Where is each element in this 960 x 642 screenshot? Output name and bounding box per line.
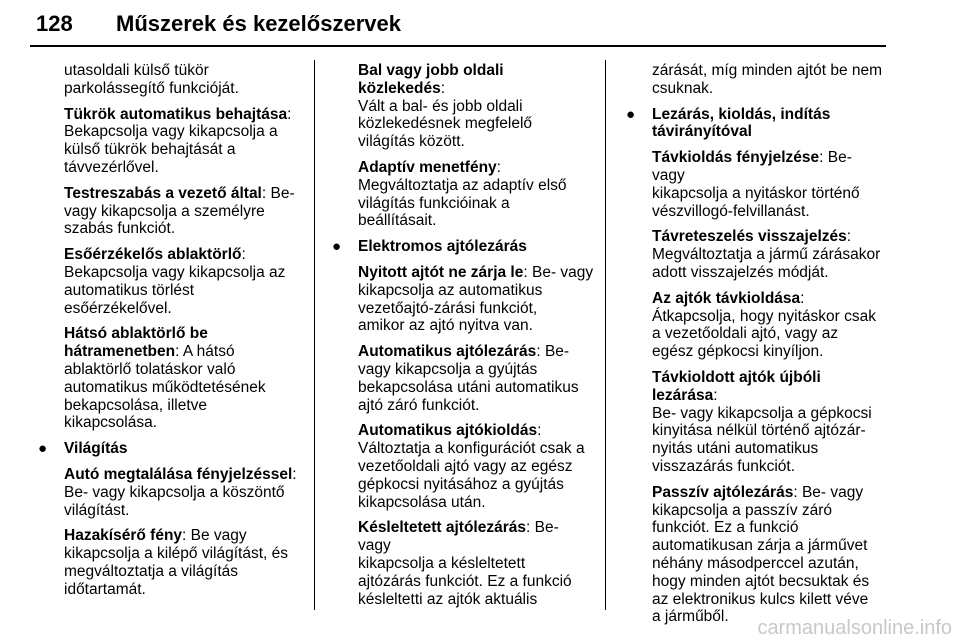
setting-entry: [652, 290, 888, 361]
setting-name: Távkioldás fényjelzése: [652, 149, 820, 167]
setting-name: Bal vagy jobb oldali közlekedés: [358, 62, 504, 97]
term-separator: :: [526, 519, 535, 537]
setting-name: Testreszabás a vezető által: [64, 184, 262, 202]
term-separator: :: [175, 343, 183, 361]
paragraph-text: Be vagy kikapcsolja a kilépő világítást, és megváltoztatja a világítás időtartamát.: [64, 527, 289, 598]
setting-entry: [64, 325, 300, 432]
term-separator: :: [440, 79, 446, 97]
setting-entry: [64, 527, 300, 598]
term-separator: :: [241, 246, 246, 264]
header-rule: [30, 45, 886, 47]
watermark: carmanualsonline.info: [757, 617, 952, 639]
term-separator: :: [819, 149, 828, 167]
setting-name: Késleltetett ajtólezárás: [358, 519, 526, 537]
setting-name: Hátsó ablaktörlő be hátramenetben: [64, 325, 208, 361]
paragraph-text: Átkapcsolja, hogy nyitáskor csak a vezetőoldali ajtó, vagy az egész gépkocsi kinyíljon.: [652, 307, 876, 361]
term-separator: :: [292, 465, 297, 483]
paragraph-text: Vált a bal- és jobb oldali közlekedésnek megfelelő világítás között.: [358, 97, 533, 151]
setting-entry: [358, 422, 594, 511]
paragraph-text: zárását, míg minden ajtót be nem csuknak.: [652, 62, 883, 97]
setting-name: Adaptív menetfény: [358, 158, 497, 176]
setting-entry: [652, 484, 888, 626]
bullet-icon: ●: [332, 238, 342, 256]
setting-name: Automatikus ajtólezárás: [358, 343, 537, 361]
term-separator: :: [846, 228, 852, 246]
setting-entry: [64, 185, 300, 238]
paragraph-text: Be- vagy kikapcsolja a gyújtás bekapcsolása utáni automatikus ajtó záró funkciót.: [358, 343, 579, 414]
paragraph: [64, 62, 300, 98]
bullet-icon: ●: [38, 440, 48, 458]
setting-entry: [358, 343, 594, 414]
page-number: 128: [36, 11, 73, 36]
setting-entry: [64, 466, 300, 519]
term-separator: :: [287, 105, 292, 123]
term-separator: :: [496, 158, 501, 176]
paragraph-text: Megváltoztatja az adaptív első világítás funkcióinak a beállításait.: [358, 176, 567, 230]
setting-name: Passzív ajtólezárás: [652, 483, 794, 501]
paragraph-text: Be- vagy kikapcsolja a gépkocsi kinyitása nélkül történő ajtózár- nyitás utáni automatikus visszazárás funkciót.: [652, 404, 872, 475]
paragraph-text: Bekapcsolja vagy kikapcsolja az automatikus törlést esőérzékelővel.: [64, 263, 286, 317]
term-separator: :: [713, 386, 718, 404]
setting-name: Nyitott ajtót ne zárja le: [358, 263, 524, 281]
setting-entry: [358, 264, 594, 335]
term-separator: :: [800, 289, 805, 307]
column-1: [38, 62, 300, 607]
paragraph-text: utasoldali külső tükör parkolássegítő funkcióját.: [64, 62, 239, 97]
setting-entry: [652, 149, 888, 220]
paragraph-text: Bekapcsolja vagy kikapcsolja a külső tükrök behajtását a távvezérlővel.: [64, 123, 278, 176]
setting-name: Tükrök automatikus behajtása: [64, 105, 288, 123]
section-heading-text: Világítás: [64, 440, 128, 458]
column-3: [626, 62, 888, 634]
paragraph-text: Be- vagy kikapcsolja a köszöntő világítást.: [64, 483, 285, 519]
setting-entry: [64, 106, 300, 177]
section-heading-text: Elektromos ajtólezárás: [358, 238, 527, 256]
section-heading: [626, 105, 888, 142]
paragraph-text: Megváltoztatja a jármű zárásakor adott visszajelzés módját.: [652, 246, 881, 281]
setting-name: Hazakísérő fény: [64, 527, 183, 545]
bullet-icon: ●: [626, 105, 636, 123]
column-divider: [314, 60, 315, 610]
setting-entry: [358, 159, 594, 230]
setting-name: Automatikus ajtókioldás: [358, 422, 538, 440]
setting-name: Esőérzékelős ablaktörlő: [64, 246, 242, 264]
paragraph-text: Be- vagy kikapcsolja a nyitáskor történő vészvillogó-felvillanást.: [652, 149, 860, 220]
paragraph-text: Be- vagy kikapcsolja a késleltetett ajtózárás funkciót. Ez a funkció késleltetti az ajtók aktuális: [358, 519, 572, 608]
column-divider: [605, 60, 606, 610]
term-separator: :: [536, 343, 545, 361]
term-separator: :: [537, 422, 542, 440]
section-heading: [332, 238, 594, 256]
paragraph: [652, 62, 888, 98]
term-separator: :: [793, 483, 802, 501]
paragraph-text: Be- vagy kikapcsolja az automatikus vezetőajtó-zárási funkciót, amikor az ajtó nyitva van.: [358, 263, 594, 335]
paragraph-text: Be- vagy kikapcsolja a passzív záró funkciót. Ez a funkció automatikusan zárja a járművet néhány másodperccel azután, hogy minden ajtót becsuktak és az elektronikus kulcs kilett véve a járműből.: [652, 483, 870, 626]
setting-entry: [652, 228, 888, 281]
section-heading: [38, 440, 300, 458]
setting-entry: [652, 369, 888, 476]
setting-entry: [64, 246, 300, 317]
term-separator: :: [523, 263, 532, 281]
setting-entry: [358, 62, 594, 151]
setting-entry: [358, 519, 594, 608]
chapter-title: Műszerek és kezelőszervek: [116, 11, 401, 36]
term-separator: :: [182, 527, 191, 545]
setting-name: Az ajtók távkioldása: [652, 289, 801, 307]
setting-name: Távreteszelés visszajelzés: [652, 228, 847, 246]
term-separator: :: [261, 184, 271, 202]
page-header: [30, 8, 886, 48]
setting-name: Autó megtalálása fényjelzéssel: [64, 465, 293, 483]
paragraph-text: A hátsó ablaktörlő tolatáskor való automatikus működtetésének bekapcsolása, illetve kikapcsolása.: [64, 343, 266, 432]
setting-name: Távkioldott ajtók újbóli lezárása: [652, 368, 821, 404]
paragraph-text: Változtatja a konfigurációt csak a vezetőoldali ajtó vagy az egész gépkocsi nyitásához a gyújtás kikapcsolása után.: [358, 440, 585, 511]
column-2: [332, 62, 594, 616]
section-heading-text: Lezárás, kioldás, indítás távirányítóval: [652, 105, 831, 141]
paragraph-text: Be- vagy kikapcsolja a személyre szabás funkciót.: [64, 184, 295, 238]
